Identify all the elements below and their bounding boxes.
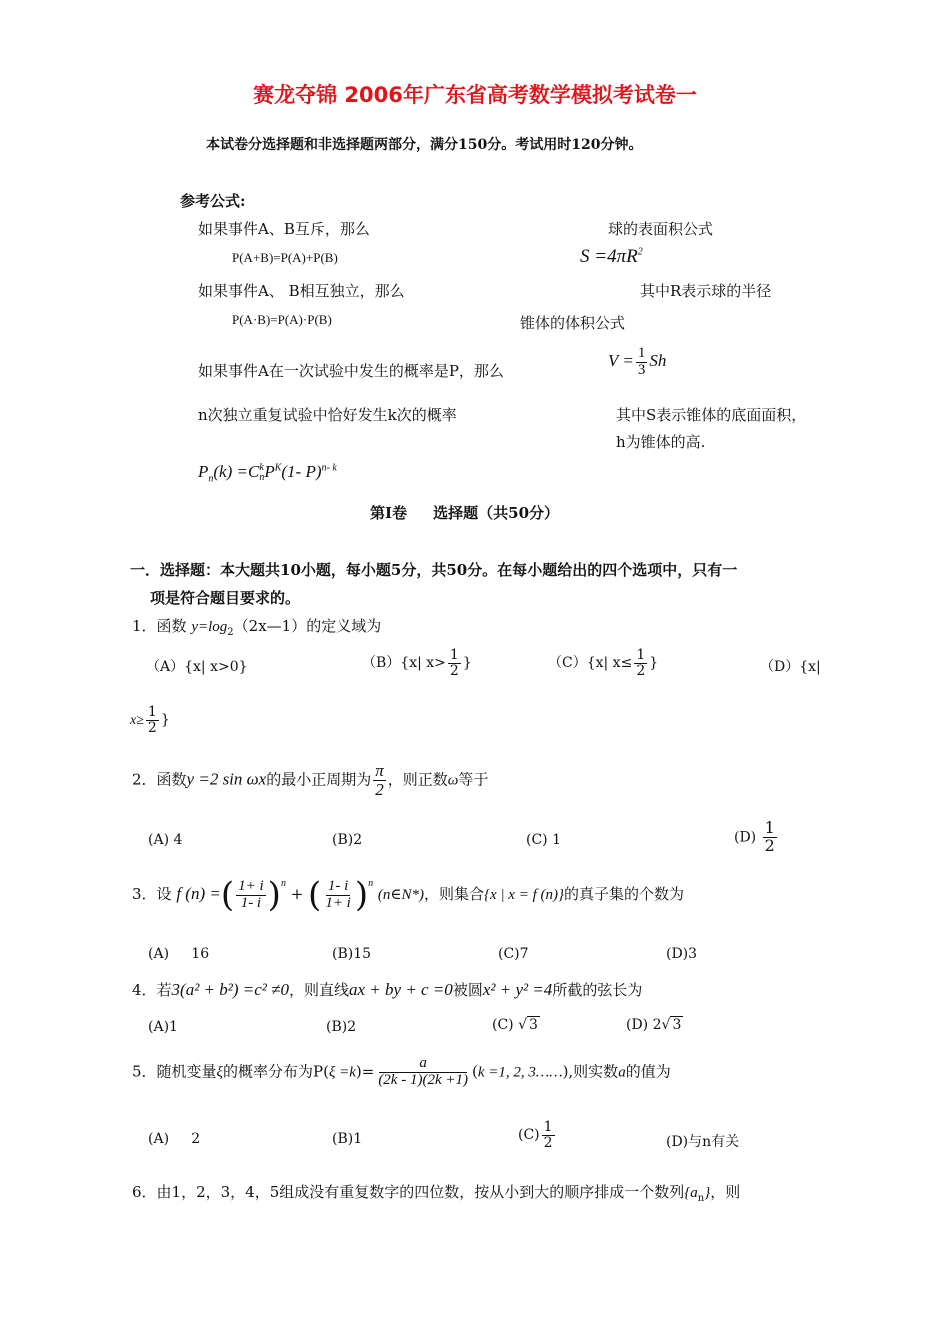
formula-text-sphere-radius: 其中R表示球的半径 [640, 282, 772, 300]
q4-stem: 4．若3(a² + b²) =c² ≠0，则直线ax + by + c =0被圆x² + y² =4所截的弦长为 [132, 980, 643, 999]
q5-option-b: (B)1 [332, 1131, 363, 1147]
formulas-heading: 参考公式: [180, 192, 246, 210]
q5-option-d: (D)与n有关 [666, 1134, 740, 1150]
formula-binomial: $P_n(k) =C$ k n $P^K(1-$ P)$^{n- k}$ [198, 462, 337, 485]
q3-option-d: (D)3 [666, 946, 698, 962]
part1-intro-line2: 项是符合题目要求的。 [150, 589, 301, 607]
formula-addition: P(A+B)=P(A)+P(B) [232, 250, 338, 265]
q2-option-d: (D) $\frac{1}{2}$ [734, 818, 775, 855]
q1-stem: 1．函数 $y=\log_2(2x—1)$的定义域为 [132, 617, 382, 638]
q1-option-d: （D）{x| [760, 659, 821, 675]
formula-text-binomial: n次独立重复试验中恰好发生k次的概率 [198, 406, 457, 424]
formula-text-probability: 如果事件A在一次试验中发生的概率是P，那么 [198, 362, 504, 380]
q3-stem: 3．设 f (n) =( $\frac{1+ i}{1- i}$ )$^n$ + ( $\frac{1- i}{1+ i}$ )$^n$ (n∈N*)，则集合{x | x = f (n)}的真子集的个数为 [132, 875, 685, 915]
q3-option-c: (C)7 [498, 946, 529, 962]
section-heading: 第Ⅰ卷 选择题（共50分） [370, 504, 560, 522]
q2-option-b: (B)2 [332, 832, 363, 848]
exam-title: 赛龙夺锦 2006年广东省高考数学模拟考试卷一 [253, 83, 697, 107]
formula-cone-volume: V = $\frac{1}{3}$ Sh [608, 345, 667, 378]
formula-text-sphere-area: 球的表面积公式 [608, 220, 714, 238]
q1-option-a: （A）{x| x>0} [146, 659, 248, 675]
formula-text-cone-base: 其中S表示锥体的底面面积， [616, 406, 807, 424]
formula-text-cone-height: h为锥体的高. [616, 433, 706, 451]
q5-stem: 5．随机变量ξ的概率分布为P(ξ =k)= $\frac{a}{(2k - 1)(2k +1)}$ (k =1, 2, 3……),则实数a的值为 [132, 1055, 671, 1088]
q5-option-c: (C) $\frac{1}{2}$ [518, 1119, 553, 1151]
q3-option-a: (A) 16 [148, 946, 210, 962]
q4-option-d: (D) 2√ 3 [626, 1017, 682, 1033]
q6-stem: 6．由1，2，3，4，5组成没有重复数字的四位数，按从小到大的顺序排成一个数列$\{a_n\}$，则 [132, 1183, 741, 1204]
q4-option-a: (A)1 [148, 1019, 178, 1035]
q4-option-c: (C) √ 3 [492, 1017, 538, 1033]
q4-option-b: (B)2 [326, 1019, 357, 1035]
q2-option-a: (A) 4 [148, 832, 183, 848]
formula-multiplication: P(A·B)=P(A)·P(B) [232, 312, 332, 327]
q5-option-a: (A) 2 [148, 1131, 201, 1147]
exam-subtitle: 本试卷分选择题和非选择题两部分，满分150分。考试用时120分钟。 [206, 137, 643, 153]
q1-option-b: （B）{x| x> $\frac{1}{2}$ } [362, 647, 472, 679]
q2-option-c: (C) 1 [526, 832, 561, 848]
part1-intro-line1: 一．选择题：本大题共10小题，每小题5分，共50分。在每小题给出的四个选项中，只有一 [130, 561, 738, 579]
formula-text-exclusive: 如果事件A、B互斥，那么 [198, 220, 370, 238]
formula-text-cone-volume: 锥体的体积公式 [520, 314, 626, 332]
q2-stem: 2．函数y =2 sin ωx的最小正周期为 $\frac{\pi}{2}$ ，则正数ω等于 [132, 761, 489, 799]
q1-option-c: （C）{x| x≤ $\frac{1}{2}$ } [548, 647, 659, 679]
q1-option-d-cont: x≥ $\frac{1}{2}$ } [130, 704, 170, 736]
q3-option-b: (B)15 [332, 946, 372, 962]
formula-sphere-area: $S =4\pi R^2$ [580, 246, 643, 267]
formula-text-independent: 如果事件A、 B相互独立，那么 [198, 282, 405, 300]
